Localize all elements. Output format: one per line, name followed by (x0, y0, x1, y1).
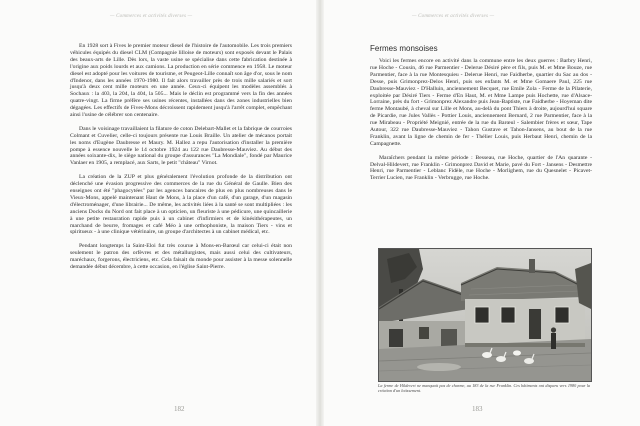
farm-photo (378, 248, 592, 382)
running-head: — Commerces et activités diverses — (110, 14, 193, 19)
paragraph: Maraîchers pendant la même période : Besseau, rue Hoche, quartier de l'An quarante - Delval-Hildevert, rue Franklin - Grimonprez David et Marie, pavé du Fort - Jansens - Desmettre Henri, rue Parmentier - Leblanc Fidèle, rue Hoche - Morlighem, rue du Quesnelet - Picavet-Terrier Lucien, rue Franklin - Verbrugge, rue Hoche. (370, 154, 592, 182)
paragraph: Pendant longtemps la Saint-Eloi fut très courue à Mons-en-Barœul car celui-ci était non seulement le patron des orfèvres et des métallurgistes, mais aussi celui des cultivateurs, maréchaux, forgerons, électriciens, etc. Cela faisait du monde pour assister à la messe solennelle demandée début décembre, à cette occasion, en l'église Saint-Pierre. (70, 243, 292, 270)
right-page (322, 0, 640, 426)
page-number: 183 (472, 405, 483, 413)
left-page (0, 0, 318, 426)
paragraph: La création de la ZUP et plus généralement l'évolution profonde de la distribution ont déclenché une évasion progressive des commerces de la rue du Général de Gaulle. Bien des enseignes ont été "phagocytées" par les agences bancaires de plus en plus nombreuses dans le Vieux-Mons, appelé maintenant Haut de Mons, à la place d'un café, d'un garage, d'un magasin d'électroménager, d'une librairie... De même, les activités liées à la santé se sont multipliées : les anciens Docks du Nord ont fait place à un opticien, un fleuriste à une pédicure, une quincaillerie à une petite restauration rapide puis à un cabinet d'infirmiers et de kinésithérapeutes, un marchand de beurre, fromages et café Méo à une orthophoniste, la maison Tiers - vins et spiritueux - à une clinique vétérinaire, un groupe d'architectes à un cabinet médical, etc. (70, 174, 292, 236)
paragraph: Voici les fermes encore en activité dans la commune entre les deux guerres : Barbry Henri, rue Hoche - Cousin, 46 rue Parmentier - Delerue Désiré père et fils, puis M. et Mme Bouze, rue Parmentier, face à la rue Montesquieu - Delerue Henri, rue Faidherbe, quartier du Sac au dos - Desse, puis Grimonprez-Delos Henri, puis ses enfants M. et Mme Gomaere Paul, 225 rue Daubresse-Mauviez - D'Halluin, anciennement Becquet, rue Emile Zola - Ferme de la Pilaterie, exploitée par Désiré Tiers - Ferme d'En Haut, M. et Mme Lampe puis Hochette, rue d'Alsace-Lorraine, près du fort - Grimonprez Alexandre puis Jean-Baptiste, rue Faidherbe - Hoyeman dite ferme Montaubé, à cheval sur Lille et Mons, au-delà du pont Thiers à droite, aujourd'hui square de Picardie, rue Jules Vallès - Pottier Louis, anciennement Bernard, 2 rue Parmentier, face à la rue Mirabeau - Propriété Meignié, entrée de la rue du Barœul - Salembier frères et sœur, Tape Autour, 322 rue Daubresse-Mauviez - Tahon Gustave et Tahon-Jansens, au bout de la rue Franklin, avant la ligne de chemin de fer - Thélier Louis, puis Herbaut Henri, chemin de la Campagnette. (370, 58, 592, 147)
running-head: — Commerces et activités diverses — (412, 14, 495, 19)
right-page-text (370, 58, 592, 182)
left-page-text (70, 43, 292, 271)
paragraph: En 1928 sort à Fives le premier moteur diesel de l'histoire de l'automobile. Les trois premiers véhicules équipés du diesel CLM (Compagnie lilloise de moteurs) sont exposés devant le Palais des beaux-arts de Lille. Dès lors, la vaste usine se spécialise dans cette fabrication destinée à l'origine aux poids lourds et aux camions. La production en série commence en 1958. Le moteur diesel est adopté pour les voitures de tourisme, et Peugeot-Lille connaît son âge d'or, sous le nom d'Indenor, dans les années 1970-1980. Il fait alors travailler près de trois mille salariés et sort jusqu'à deux cent mille moteurs en une année. Ceux-ci équipent les modèles assemblés à Sochaux : la 403, la 204, la 404, la 505... Mais le déclin est programmé vers la fin des années quatre-vingt. La firme préfère ses usines récentes, installées dans des zones industrielles bien dégagées. Les effectifs de Fives-Mons décroissent rapidement jusqu'à l'arrêt complet, empêchant ainsi l'usine de célébrer son centenaire. (70, 43, 292, 119)
page-number: 182 (174, 405, 185, 413)
section-title: Fermes monsoises (370, 44, 438, 53)
photo-caption: La ferme de Hildevert ne manquait pas de charme, au 183 de la rue Franklin. Ces bâtiments ont disparu vers 1980 pour la création d'un lotissement. (378, 383, 590, 394)
paragraph: Dans le voisinage travaillaient la filature de coton Delebart-Mallet et la fabrique de courroies Colmant et Cuvelier, celle-ci toujours présente rue Louis Braille. Un atelier de mécanos portait les noms d'Eugène Daubresse et Maury. M. Hallez a repu l'autorisation d'installer la première pompe à essence nouvelle le 14 octobre 1924 au 122 rue Daubresse-Mauviez. Au début des années soixante-dix, le siège national du groupe d'assurances "La Mondiale", fondé par Maurice Vanlaer en 1905, a remplacé, aux Sarts, le petit "château" Virnot. (70, 125, 292, 167)
